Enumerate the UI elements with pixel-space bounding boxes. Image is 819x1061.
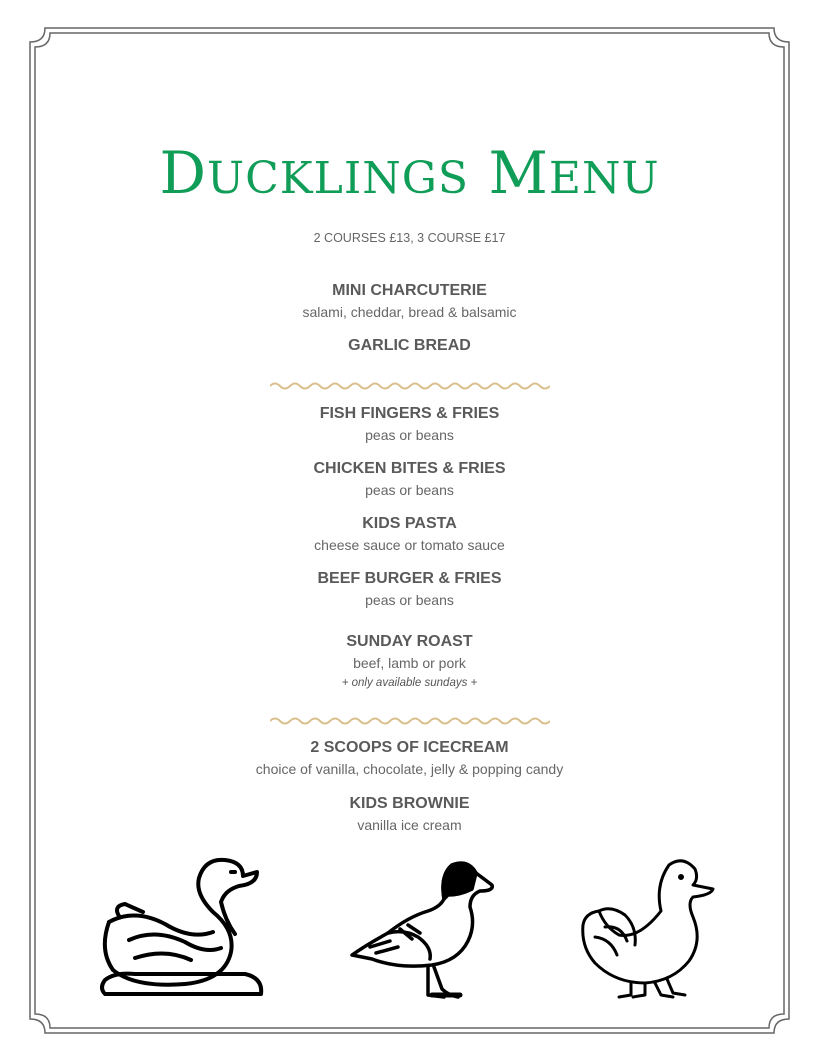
duckling-icon <box>575 855 720 1000</box>
wavy-divider <box>270 716 550 726</box>
menu-item <box>0 404 819 446</box>
menu-item <box>0 514 819 556</box>
item-name: GARLIC BREAD <box>348 337 471 354</box>
menu-item <box>0 794 819 836</box>
menu-title-second: MENU <box>488 139 660 207</box>
item-note: + only available sundays + <box>341 677 478 689</box>
item-description: peas or beans <box>365 482 454 498</box>
wavy-divider <box>270 381 550 391</box>
item-name: CHICKEN BITES & FRIES <box>313 460 506 477</box>
item-name: KIDS PASTA <box>362 515 457 532</box>
menu-item <box>0 281 819 323</box>
item-description: salami, cheddar, bread & balsamic <box>302 304 517 320</box>
menu-item <box>0 738 819 780</box>
menu-item <box>0 336 819 356</box>
item-description: choice of vanilla, chocolate, jelly & popping candy <box>255 761 564 777</box>
menu-title-first: DUCKLINGS <box>159 139 469 207</box>
swan-icon <box>95 850 270 1000</box>
item-name: FISH FINGERS & FRIES <box>319 405 500 422</box>
item-name: MINI CHARCUTERIE <box>332 282 487 299</box>
item-description: beef, lamb or pork <box>353 655 466 671</box>
item-name: SUNDAY ROAST <box>346 633 473 650</box>
item-name: 2 SCOOPS OF ICECREAM <box>310 739 509 756</box>
menu-item <box>0 459 819 501</box>
pricing-line: 2 COURSES £13, 3 COURSE £17 <box>313 231 506 245</box>
item-description: peas or beans <box>365 427 454 443</box>
menu-title <box>0 138 819 214</box>
item-description: vanilla ice cream <box>357 817 462 833</box>
mallard-duck-icon <box>348 855 498 1005</box>
item-description: cheese sauce or tomato sauce <box>314 537 505 553</box>
item-name: BEEF BURGER & FRIES <box>317 570 502 587</box>
menu-item <box>0 569 819 611</box>
item-name: KIDS BROWNIE <box>349 795 470 812</box>
item-description: peas or beans <box>365 592 454 608</box>
menu-item <box>0 632 819 692</box>
